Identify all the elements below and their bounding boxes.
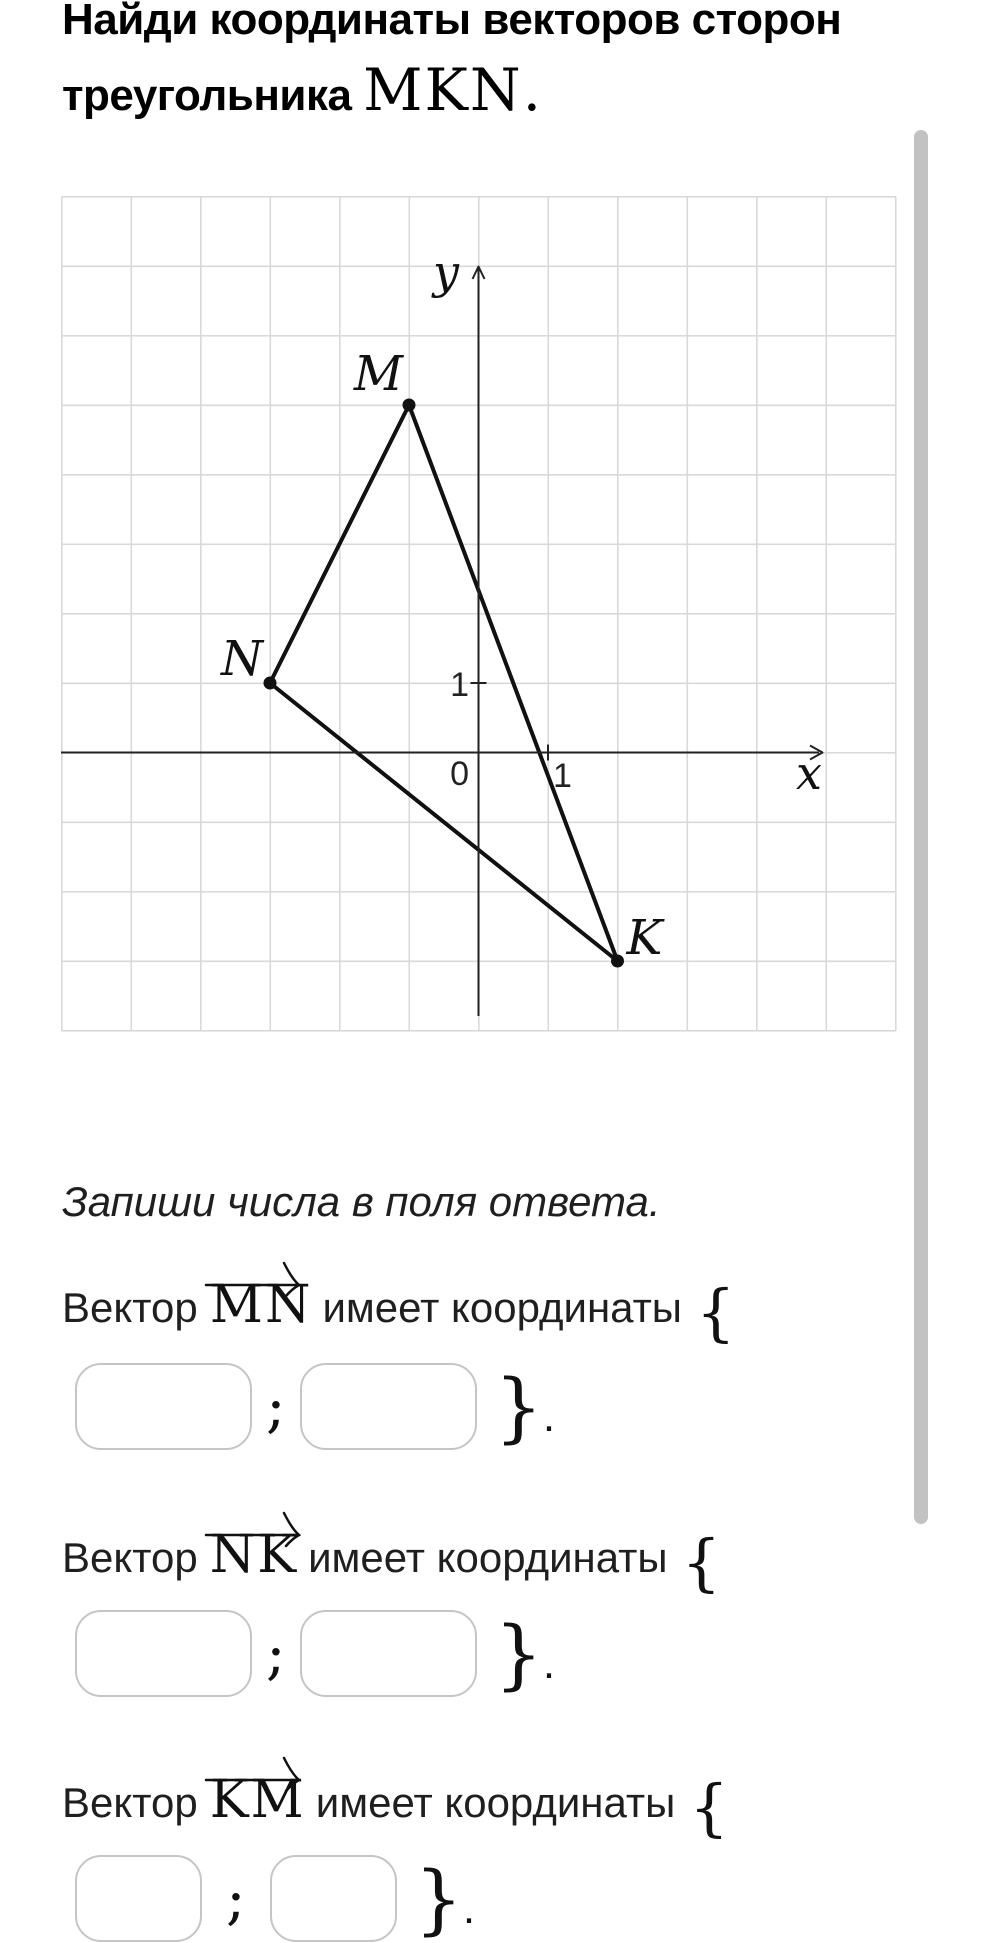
- vertex-points: [220, 346, 666, 968]
- vertex-label-k: K: [626, 910, 663, 966]
- vertex-dot-m: [403, 399, 416, 412]
- close-brace-group: [495, 1363, 556, 1450]
- question-3-prefix: Вектор: [62, 1779, 198, 1826]
- close-brace-group: [495, 1610, 556, 1697]
- vector-arrow-icon: [204, 1499, 304, 1549]
- separator: ;: [266, 1619, 286, 1687]
- vector-letters: NK: [209, 1525, 299, 1585]
- origin-label: 0: [450, 755, 469, 793]
- vertex-label-n: N: [221, 631, 263, 687]
- question-1-text: [62, 1276, 735, 1349]
- answer-input-mn-y[interactable]: [300, 1363, 477, 1450]
- coordinate-plane: [61, 196, 897, 1032]
- open-brace: {: [689, 1771, 729, 1844]
- question-2-prefix: Вектор: [62, 1534, 198, 1581]
- separator: ;: [266, 1372, 286, 1440]
- close-brace: }: [494, 1362, 543, 1451]
- answer-input-nk-x[interactable]: [75, 1610, 252, 1697]
- question-1-prefix: Вектор: [62, 1284, 198, 1331]
- separator: ;: [226, 1864, 246, 1932]
- vertex-label-m: M: [353, 346, 403, 402]
- page-title-text-1: Найди координаты векторов сторон: [62, 0, 842, 44]
- y-tick-label-1: 1: [450, 666, 469, 704]
- answer-input-km-x[interactable]: [75, 1855, 202, 1942]
- x-axis-label: x: [796, 746, 822, 800]
- answer-row-2: [75, 1610, 555, 1697]
- answer-input-km-y[interactable]: [270, 1855, 397, 1942]
- vector-notation-mn: [209, 1275, 313, 1335]
- vector-letters: MN: [209, 1275, 313, 1335]
- close-brace: }: [494, 1609, 543, 1698]
- question-3-text: [62, 1771, 729, 1844]
- scrollbar-thumb[interactable]: [914, 130, 928, 1524]
- vector-arrow-icon: [204, 1249, 304, 1299]
- vector-notation-km: [209, 1770, 306, 1830]
- sentence-period: .: [542, 1392, 556, 1441]
- question-2-suffix: имеет координаты: [308, 1534, 668, 1581]
- page-title-math: MKN: [363, 56, 523, 124]
- page-title-period: .: [522, 56, 542, 124]
- vertex-dot-n: [264, 677, 277, 690]
- question-2-text: [62, 1526, 721, 1599]
- vector-notation-nk: [209, 1525, 299, 1585]
- close-brace-group: [415, 1855, 476, 1942]
- y-axis-label: y: [433, 245, 459, 299]
- answer-input-nk-y[interactable]: [300, 1610, 477, 1697]
- answer-row-3: [75, 1855, 475, 1942]
- sentence-period: .: [462, 1884, 476, 1933]
- vector-letters: KM: [209, 1770, 306, 1830]
- page-title-text-2: треугольника: [62, 71, 364, 120]
- sentence-period: .: [542, 1639, 556, 1688]
- answer-row-1: [75, 1363, 555, 1450]
- open-brace: {: [681, 1526, 722, 1599]
- page-title-line-2: [62, 56, 542, 124]
- axes: [61, 245, 823, 1016]
- page-title-line-1: [62, 0, 841, 46]
- close-brace: }: [414, 1854, 463, 1943]
- vector-arrow-icon: [204, 1744, 304, 1794]
- answer-input-mn-x[interactable]: [75, 1363, 252, 1450]
- vertex-dot-k: [611, 955, 624, 968]
- x-tick-label-1: 1: [553, 757, 572, 795]
- question-1-suffix: имеет координаты: [322, 1284, 682, 1331]
- instruction-text: Запиши числа в поля ответа.: [62, 1178, 661, 1225]
- open-brace: {: [696, 1276, 736, 1349]
- question-3-suffix: имеет координаты: [315, 1779, 676, 1826]
